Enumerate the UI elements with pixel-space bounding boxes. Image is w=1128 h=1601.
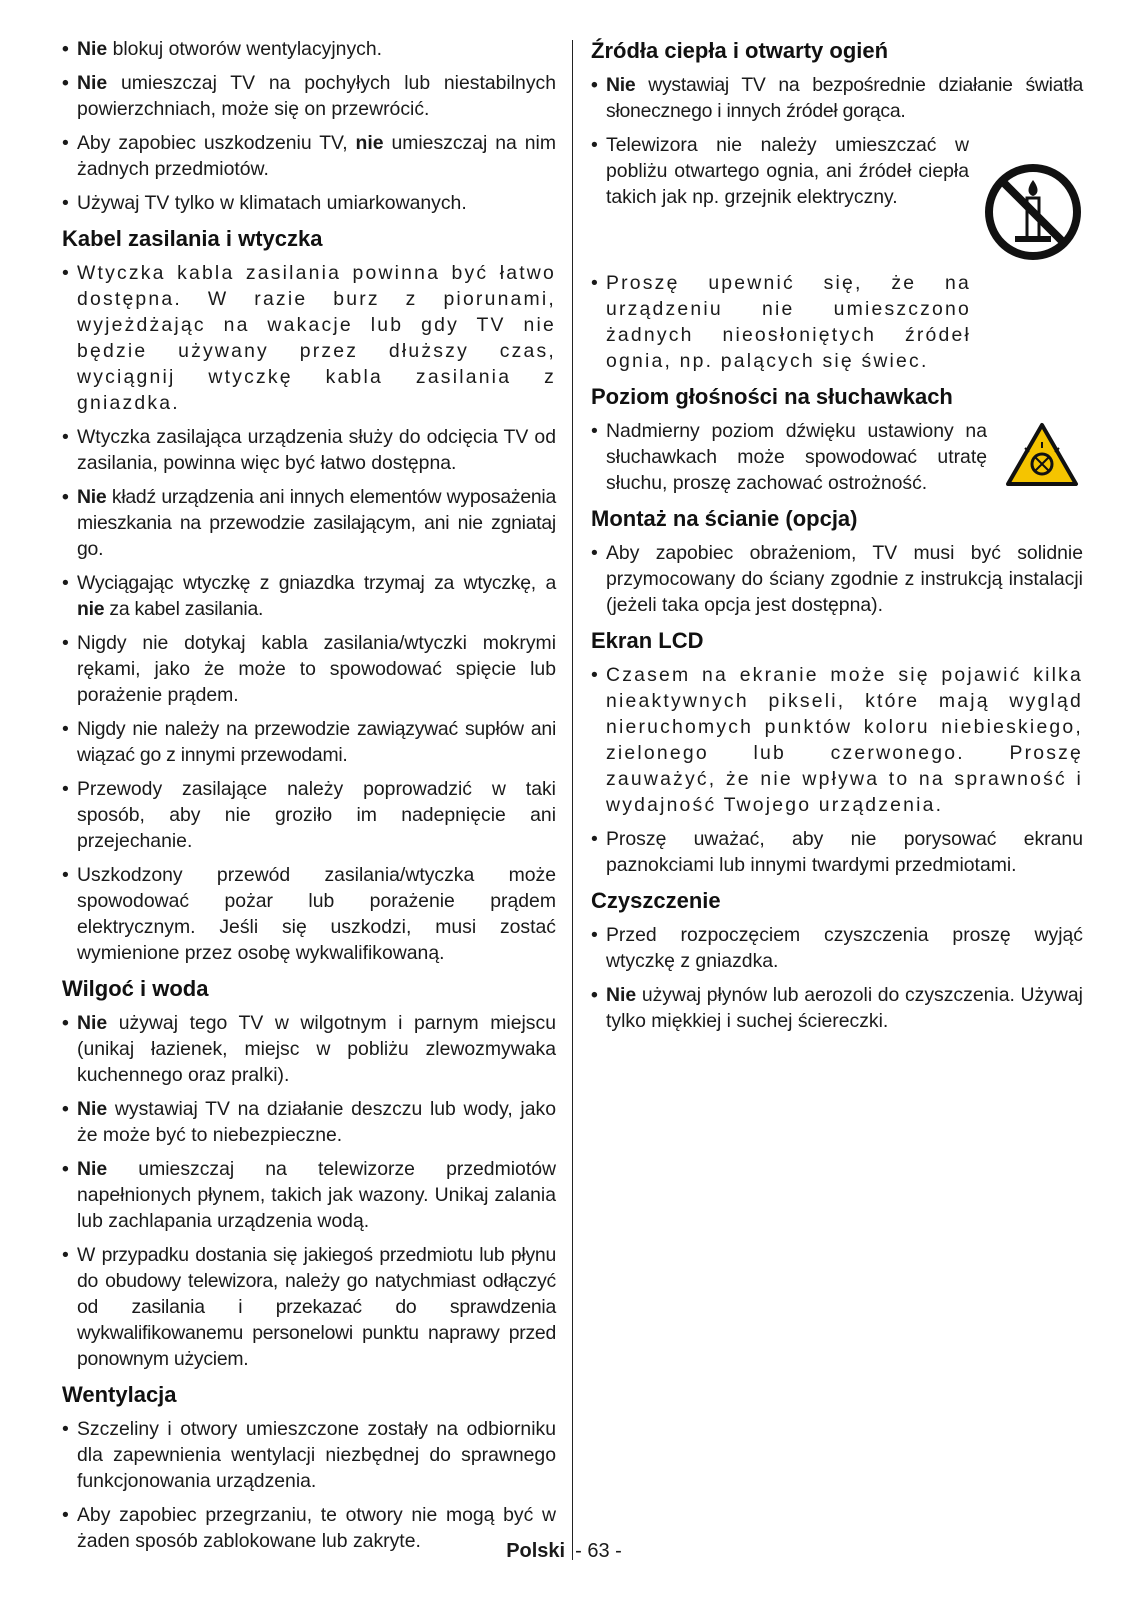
item-text: blokuj otworów wentylacyjnych. (107, 38, 383, 60)
item-text: umieszczaj na telewizorze przedmiotów napełnionych płynem, takich jak wazony. Unikaj zalania lub zachlapania urządzenia wodą. (77, 1158, 556, 1232)
item-text: Nigdy nie należy na przewodzie zawiązywać supłów ani wiązać go z innymi przewodami. (77, 718, 556, 766)
item-text: Aby zapobiec uszkodzeniu TV, (77, 132, 356, 154)
item-text: Telewizora nie należy umieszczać w pobliżu otwartego ognia, ani źródeł ciepła takich jak np. grzejnik elektryczny. (606, 134, 969, 208)
keyword: Nie (77, 1012, 108, 1034)
list-item (62, 1010, 556, 1088)
list-item (591, 826, 1083, 878)
list-item (62, 630, 556, 708)
left-column (62, 36, 556, 1562)
list-item (62, 1416, 556, 1494)
power-list (62, 260, 556, 966)
section-title-lcd: Ekran LCD (591, 628, 704, 653)
keyword: Nie (606, 984, 637, 1006)
item-text: Wyciągając wtyczkę z gniazdka trzymaj za wtyczkę, a (77, 572, 556, 594)
keyword: Nie (77, 1098, 108, 1120)
item-text: Aby zapobiec przegrzaniu, te otwory nie mogą być w żaden sposób zablokowane lub zakryte. (77, 1504, 556, 1552)
item-text: używaj tego TV w wilgotnym i parnym miejscu (unikaj łazienek, miejsc w pobliżu zlewozmywaka kuchennego oraz pralki). (77, 1012, 556, 1086)
no-candle-icon (983, 162, 1083, 262)
item-text: umieszczaj TV na pochyłych lub niestabilnych powierzchniach, może się on przewrócić. (77, 72, 556, 120)
section-title-heat: Źródła ciepła i otwarty ogień (591, 38, 889, 63)
item-text: wystawiaj TV na bezpośrednie działanie światła słonecznego i innych źródeł gorąca. (606, 74, 1083, 122)
item-text: Wtyczka kabla zasilania powinna być łatwo dostępna. W razie burz z piorunami, wyjeżdżając na wakacje lub gdy TV nie będzie używany przez dłuższy czas, wyciągnij wtyczkę kabla zasilania z gniazdka. (77, 262, 556, 414)
list-item (62, 260, 556, 416)
list-item (62, 1096, 556, 1148)
list-item (62, 776, 556, 854)
wall-list (591, 540, 1083, 618)
item-text: Przed rozpoczęciem czyszczenia proszę wyjąć wtyczkę z gniazdka. (606, 924, 1083, 972)
item-text: wystawiaj TV na działanie deszczu lub wody, jako że może być to niebezpieczne. (77, 1098, 556, 1146)
section-title-headphones: Poziom głośności na słuchawkach (591, 384, 953, 409)
item-text: Proszę uważać, aby nie porysować ekranu paznokciami lub innymi twardymi przedmiotami. (606, 828, 1083, 876)
list-item (591, 418, 1083, 496)
list-item (62, 1156, 556, 1234)
list-item (591, 132, 1083, 262)
item-text: Aby zapobiec obrażeniom, TV musi być solidnie przymocowany do ściany zgodnie z instrukcją instalacji (jeżeli taka opcja jest dostępna). (606, 542, 1083, 616)
item-text: Uszkodzony przewód zasilania/wtyczka może spowodować pożar lub porażenie prądem elektrycznym. Jeśli się uszkodzi, musi zostać wymienione przez osobę wykwalifikowaną. (77, 864, 556, 964)
moisture-list (62, 1010, 556, 1372)
right-column (591, 36, 1083, 1042)
item-text: Nigdy nie dotykaj kabla zasilania/wtyczki mokrymi rękami, jako że może to spowodować spięcie lub porażenie prądem. (77, 632, 556, 706)
list-item (591, 540, 1083, 618)
item-text: Czasem na ekranie może się pojawić kilka nieaktywnych pikseli, które mają wygląd nieruchomych punktów koloru niebieskiego, zielonego lub czerwonego. Proszę zauważyć, że nie wpływa to na sprawność i wydajność Twojego urządzenia. (606, 664, 1083, 816)
list-item (62, 1242, 556, 1372)
ventilation-list (62, 1416, 556, 1554)
list-item (591, 662, 1083, 818)
section-title-ventilation: Wentylacja (62, 1382, 177, 1407)
keyword: Nie (77, 1158, 108, 1180)
item-text: kładź urządzenia ani innych elementów wyposażenia mieszkania na przewodzie zasilającym, ani nie zgniataj go. (77, 486, 556, 560)
item-text: Przewody zasilające należy poprowadzić w taki sposób, aby nie groziło im nadepnięcie ani przejechanie. (77, 778, 556, 852)
item-text: Proszę upewnić się, że na urządzeniu nie umieszczono żadnych nieosłoniętych źródeł ognia, np. palących się świec. (606, 272, 971, 372)
section-title-power: Kabel zasilania i wtyczka (62, 226, 323, 251)
list-item (62, 484, 556, 562)
list-item (591, 922, 1083, 974)
list-item (62, 70, 556, 122)
intro-list (62, 36, 556, 216)
list-item (62, 424, 556, 476)
item-text: Używaj TV tylko w klimatach umiarkowanych. (77, 192, 467, 214)
item-text: Wtyczka zasilająca urządzenia służy do odcięcia TV od zasilania, powinna więc być łatwo dostępna. (77, 426, 556, 474)
item-text: Szczeliny i otwory umieszczone zostały na odbiorniku dla zapewnienia wentylacji niezbędnej do sprawnego funkcjonowania urządzenia. (77, 1418, 556, 1492)
cleaning-list (591, 922, 1083, 1034)
heat-list (591, 72, 1083, 374)
section-title-wall: Montaż na ścianie (opcja) (591, 506, 858, 531)
list-item (591, 270, 1083, 374)
section-title-moisture: Wilgoć i woda (62, 976, 209, 1001)
list-item (62, 36, 556, 62)
section-title-cleaning: Czyszczenie (591, 888, 721, 913)
item-text: W przypadku dostania się jakiegoś przedmiotu lub płynu do obudowy telewizora, należy go natychmiast odłączyć od zasilania i przekazać do sprawdzenia wykwalifikowanemu personelowi punktu naprawy przed ponownym użyciem. (77, 1244, 556, 1370)
list-item (62, 716, 556, 768)
hearing-warning-icon (1005, 422, 1079, 488)
list-item (62, 862, 556, 966)
lcd-list (591, 662, 1083, 878)
page-footer (0, 1540, 1128, 1563)
list-item (591, 72, 1083, 124)
list-item (62, 570, 556, 622)
list-item (62, 130, 556, 182)
footer-language: Polski (506, 1540, 566, 1562)
keyword: Nie (77, 486, 107, 508)
item-text: za kabel zasilania. (104, 598, 264, 620)
headphones-list (591, 418, 1083, 496)
item-text: umieszczaj na nim żadnych przedmiotów. (77, 132, 556, 180)
page-number: - 63 - (575, 1540, 622, 1562)
keyword: nie (355, 132, 384, 154)
item-text: Nadmierny poziom dźwięku ustawiony na słuchawkach może spowodować utratę słuchu, proszę zachować ostrożność. (606, 420, 987, 494)
keyword: Nie (77, 72, 108, 94)
column-divider (572, 40, 573, 1560)
list-item (591, 982, 1083, 1034)
keyword: Nie (606, 74, 636, 96)
list-item (62, 190, 556, 216)
keyword: Nie (77, 38, 108, 60)
keyword: nie (77, 598, 105, 620)
item-text: używaj płynów lub aerozoli do czyszczenia. Używaj tylko miękkiej i suchej ściereczki. (606, 984, 1083, 1032)
